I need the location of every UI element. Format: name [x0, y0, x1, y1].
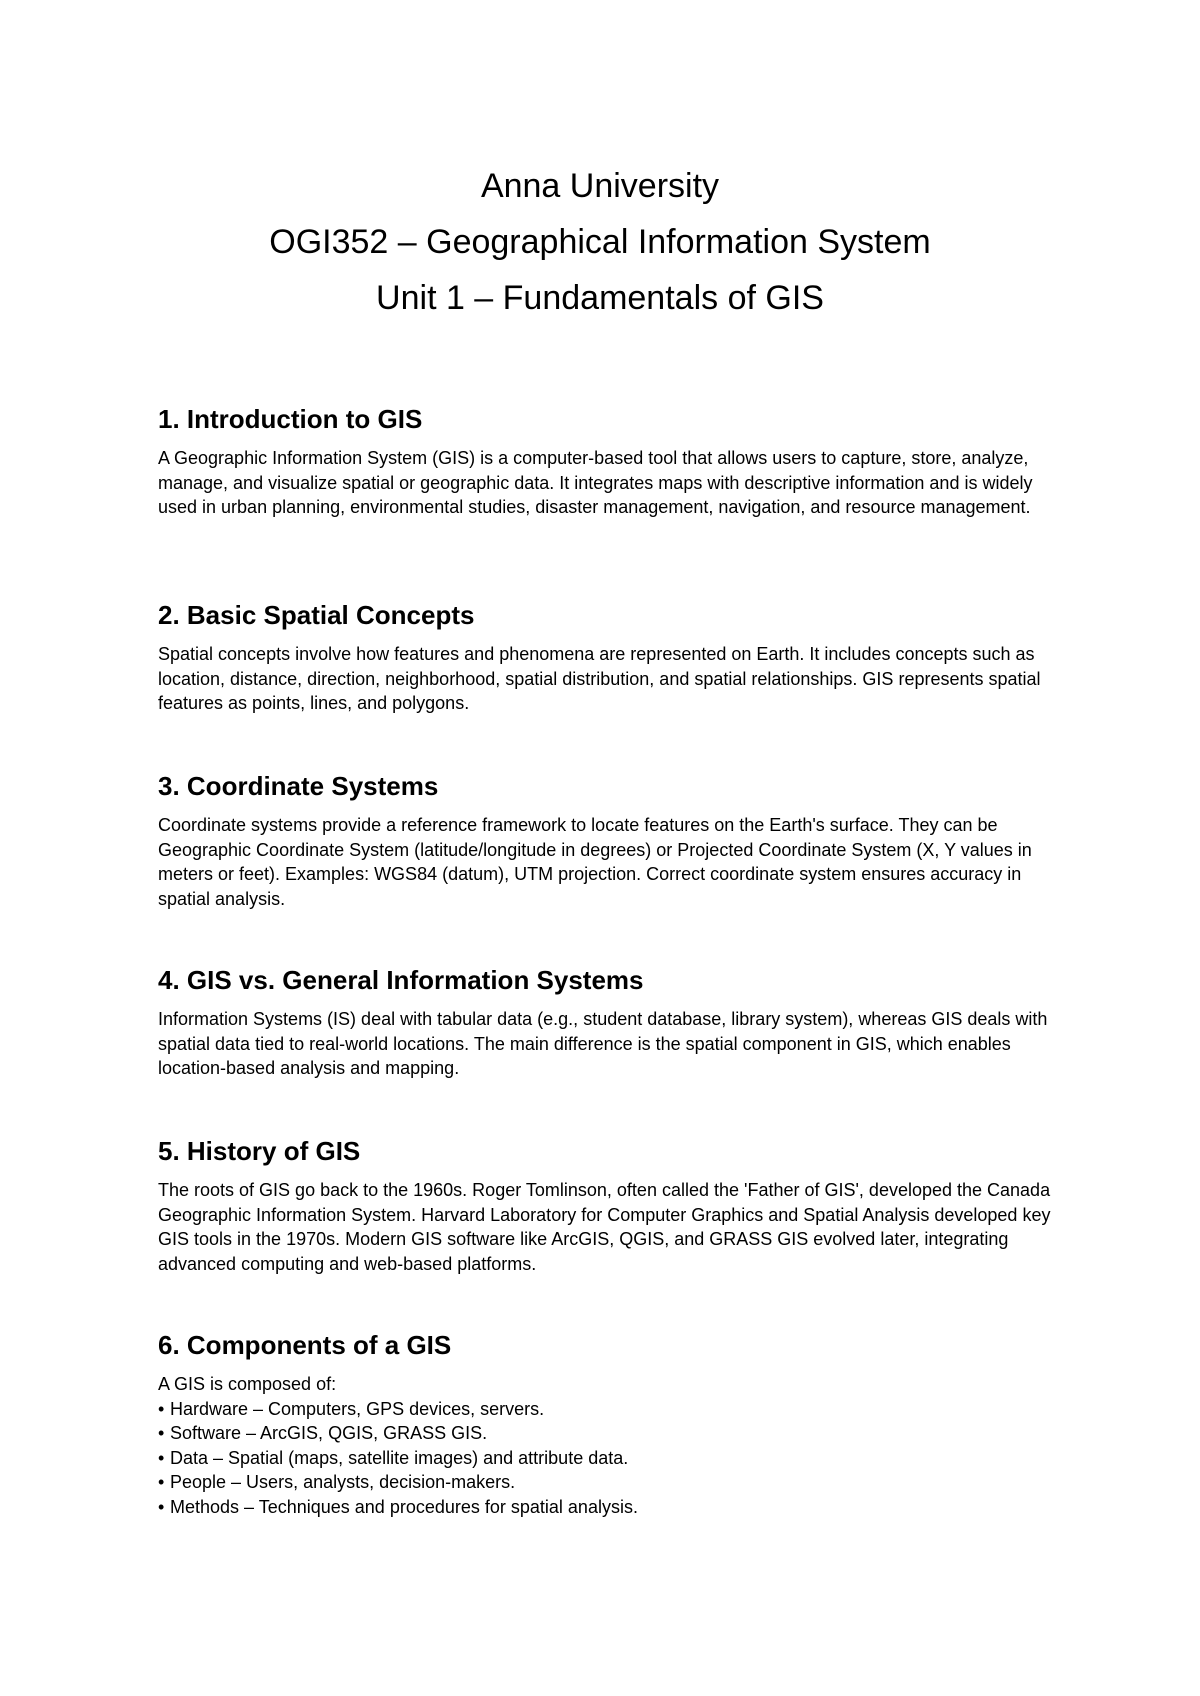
bullet-icon: •	[158, 1447, 165, 1468]
section-gis-vs-is	[158, 963, 1058, 1081]
section-body: Information Systems (IS) deal with tabular data (e.g., student database, library system), whereas GIS deals with spatial data tied to real-world locations. The main difference is the spatial component in GIS, which enables location-based analysis and mapping.	[158, 1009, 1048, 1078]
section-history	[158, 1134, 1058, 1276]
section-body: A Geographic Information System (GIS) is a computer-based tool that allows users to capture, store, analyze, manage, and visualize spatial or geographic data. It integrates maps with descriptive information and is widely used in urban planning, environmental studies, disaster management, navigation, and resource management.	[158, 448, 1033, 517]
section-body: A GIS is composed of:	[158, 1374, 337, 1394]
section-body: Coordinate systems provide a reference framework to locate features on the Earth's surface. They can be Geographic Coordinate System (latitude/longitude in degrees) or Projected Coordinate System (X, Y values in meters or feet). Examples: WGS84 (datum), UTM projection. Correct coordinate system ensures accuracy in spatial analysis.	[158, 815, 1032, 909]
list-item-text: Hardware – Computers, GPS devices, servers.	[170, 1398, 545, 1419]
list-item	[158, 1470, 1058, 1495]
university-name: Anna University	[480, 167, 720, 205]
section-heading: 5. History of GIS	[158, 1136, 361, 1166]
course-title: OGI352 – Geographical Information System	[269, 223, 931, 261]
list-item	[158, 1397, 1058, 1422]
section-heading: 6. Components of a GIS	[158, 1330, 452, 1360]
section-spatial-concepts	[158, 598, 1058, 716]
section-heading: 3. Coordinate Systems	[158, 771, 439, 801]
components-list	[158, 1397, 1058, 1520]
document-header	[0, 158, 1200, 326]
section-introduction	[158, 402, 1058, 520]
bullet-icon: •	[158, 1496, 165, 1517]
bullet-icon: •	[158, 1423, 165, 1443]
list-item-text: Software – ArcGIS, QGIS, GRASS GIS.	[170, 1423, 488, 1443]
bullet-icon: •	[158, 1398, 165, 1419]
unit-title: Unit 1 – Fundamentals of GIS	[376, 279, 824, 317]
section-heading: 4. GIS vs. General Information Systems	[158, 965, 644, 995]
section-heading: 1. Introduction to GIS	[158, 404, 423, 434]
list-item-text: People – Users, analysts, decision-makers.	[170, 1472, 516, 1492]
list-item	[158, 1495, 1058, 1520]
section-heading: 2. Basic Spatial Concepts	[158, 600, 475, 630]
list-item-text: Data – Spatial (maps, satellite images) and attribute data.	[170, 1447, 629, 1468]
section-components	[158, 1328, 1058, 1519]
list-item	[158, 1446, 1058, 1471]
list-item-text: Methods – Techniques and procedures for spatial analysis.	[170, 1496, 638, 1517]
list-item	[158, 1421, 1058, 1446]
bullet-icon: •	[158, 1472, 165, 1492]
section-body: The roots of GIS go back to the 1960s. Roger Tomlinson, often called the 'Father of GIS', developed the Canada Geographic Information System. Harvard Laboratory for Computer Graphics and Spatial Analysis developed key GIS tools in the 1970s. Modern GIS software like ArcGIS, QGIS, and GRASS GIS evolved later, integrating advanced computing and web-based platforms.	[158, 1180, 1051, 1274]
section-coordinate-systems	[158, 769, 1058, 911]
section-body: Spatial concepts involve how features and phenomena are represented on Earth. It includes concepts such as location, distance, direction, neighborhood, spatial distribution, and spatial relationships. GIS represents spatial features as points, lines, and polygons.	[158, 644, 1041, 713]
